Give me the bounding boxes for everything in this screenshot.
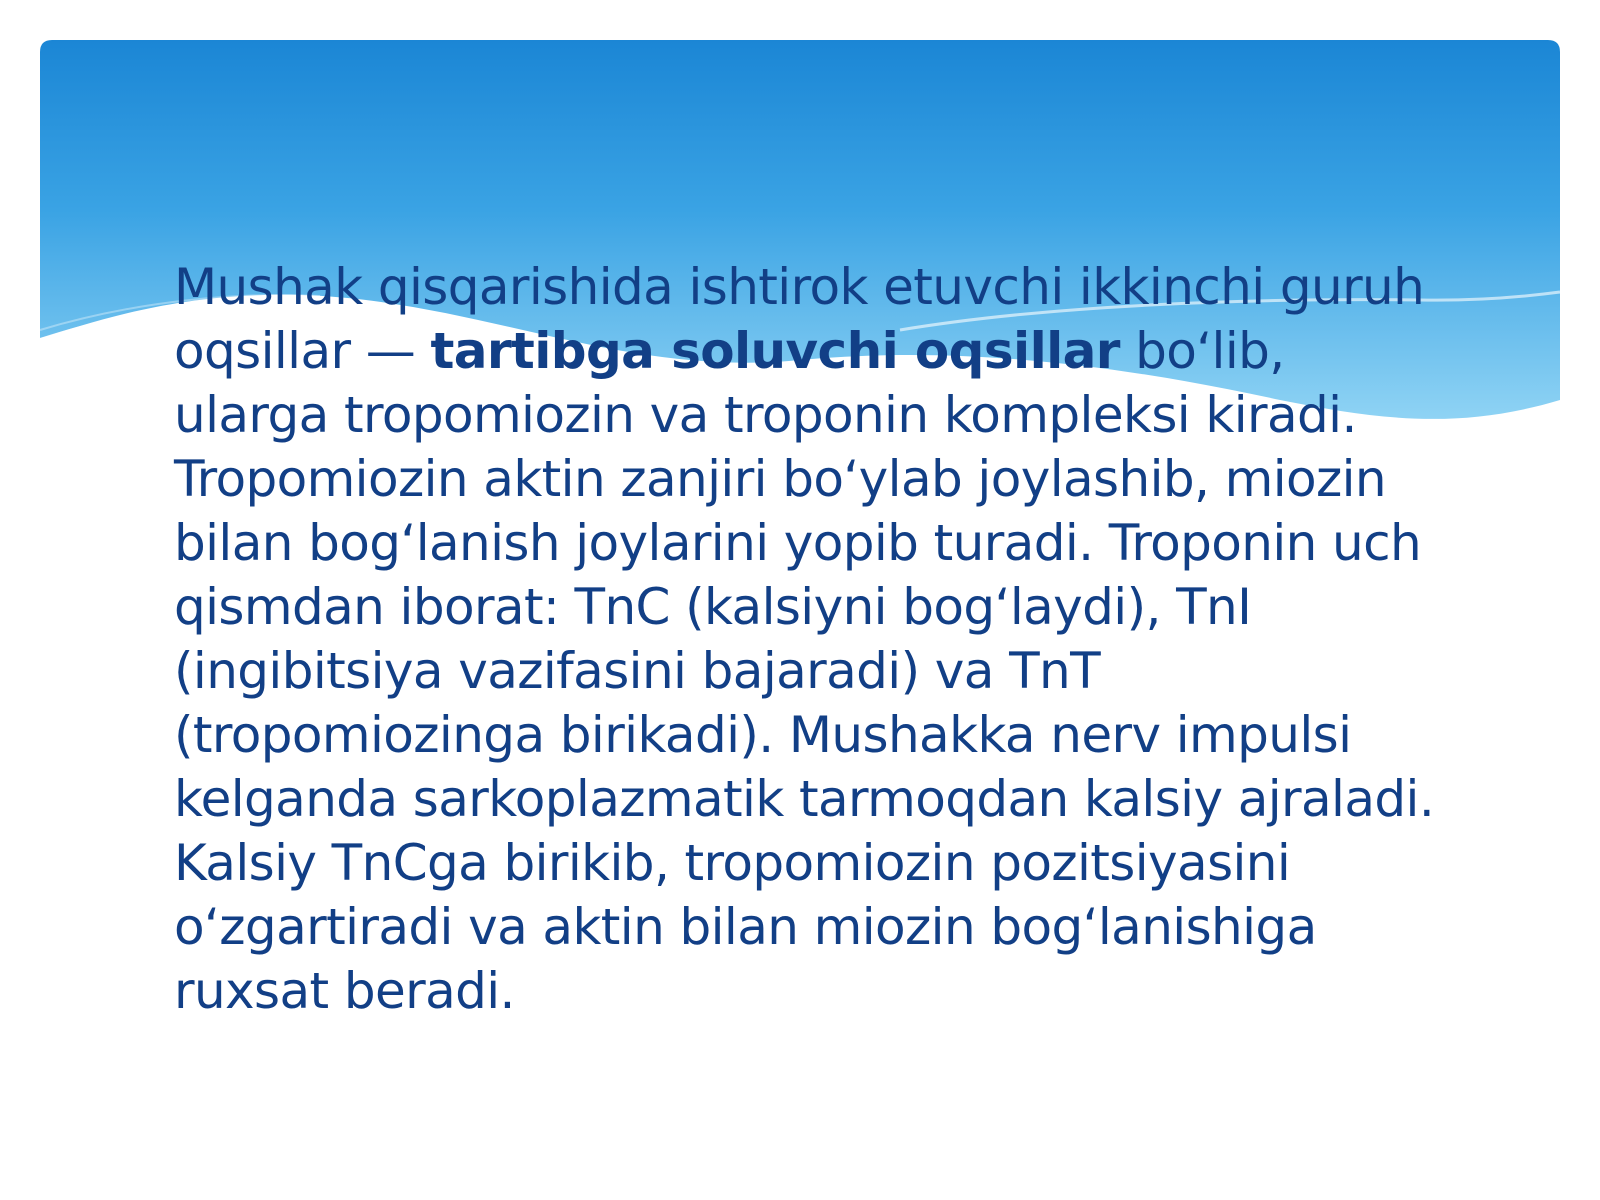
body-paragraph [174,255,1454,1023]
paragraph-emphasis: tartibga soluvchi oqsillar [430,322,1120,380]
paragraph-text-before: Mushak qisqarishida ishtirok etuvchi ikkinchi guruh oqsillar — [174,258,1425,380]
paragraph-text-after: bo‘lib, ularga tropomiozin va troponin kompleksi kiradi. Tropomiozin aktin zanjiri bo‘ylab joylashib, miozin bilan bog‘lanish joylarini yopib turadi. Troponin uch qismdan iborat: TnC (kalsiyni bog‘laydi), TnI (ingibitsiya vazifasini bajaradi) va TnT (tropomiozinga birikadi). Mushakka nerv impulsi kelganda sarkoplazmatik tarmoqdan kalsiy ajraladi. Kalsiy TnCga birikib, tropomiozin pozitsiyasini o‘zgartiradi va aktin bilan miozin bog‘lanishiga ruxsat beradi. [174,322,1435,1020]
